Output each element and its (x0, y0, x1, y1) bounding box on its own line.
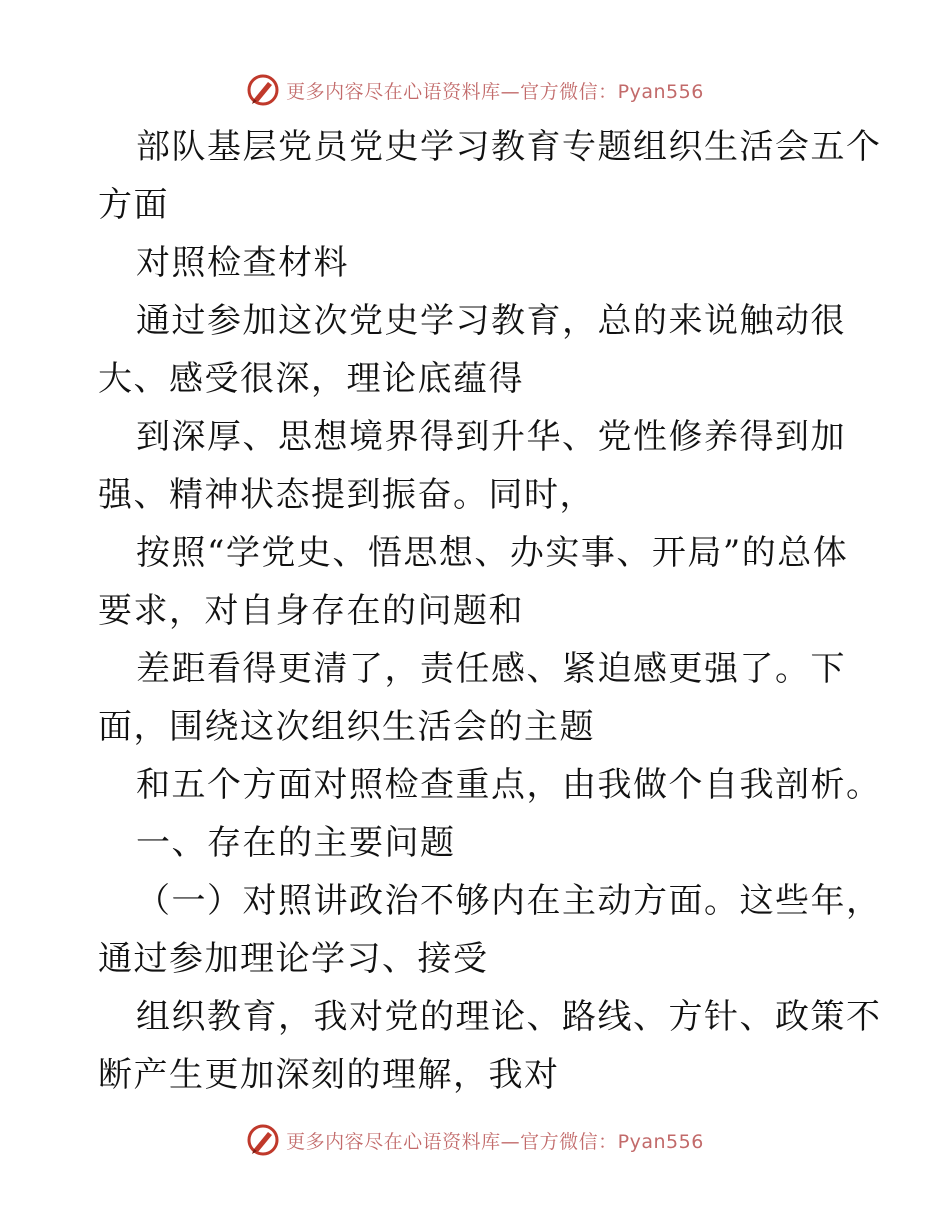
document-line: 通过参加理论学习、接受 (98, 939, 489, 979)
document-line: 差距看得更清了，责任感、紧迫感更强了。下 (136, 649, 846, 689)
watermark-text: 更多内容尽在心语资料库—官方微信：Pyan556 (286, 80, 704, 103)
section-heading: 一、存在的主要问题 (136, 823, 456, 863)
watermark-banner-bottom (0, 1120, 950, 1160)
document-line: 断产生更加深刻的理解，我对 (98, 1055, 560, 1095)
document-line: 方面 (98, 185, 169, 225)
document-line: 和五个方面对照检查重点，由我做个自我剖析。 (136, 765, 882, 805)
pen-logo-icon (246, 1123, 280, 1157)
document-line: 大、感受很深，理论底蕴得 (98, 359, 524, 399)
document-line: 按照“学党史、悟思想、办实事、开局”的总体 (136, 533, 849, 573)
document-line: 部队基层党员党史学习教育专题组织生活会五个 (136, 127, 882, 167)
watermark-banner-top (0, 70, 950, 110)
document-line: 面，围绕这次组织生活会的主题 (98, 707, 595, 747)
document-line: 要求，对自身存在的问题和 (98, 591, 524, 631)
pen-logo-icon (246, 73, 280, 107)
watermark-text: 更多内容尽在心语资料库—官方微信：Pyan556 (286, 1130, 704, 1153)
document-line: 对照检查材料 (136, 243, 349, 283)
document-line: 到深厚、思想境界得到升华、党性修养得到加 (136, 417, 846, 457)
document-body (98, 118, 882, 1104)
document-line: （一）对照讲政治不够内在主动方面。这些年， (136, 881, 882, 921)
document-line: 组织教育，我对党的理论、路线、方针、政策不 (136, 997, 882, 1037)
document-line: 强、精神状态提到振奋。同时， (98, 475, 595, 515)
document-line: 通过参加这次党史学习教育，总的来说触动很 (136, 301, 846, 341)
